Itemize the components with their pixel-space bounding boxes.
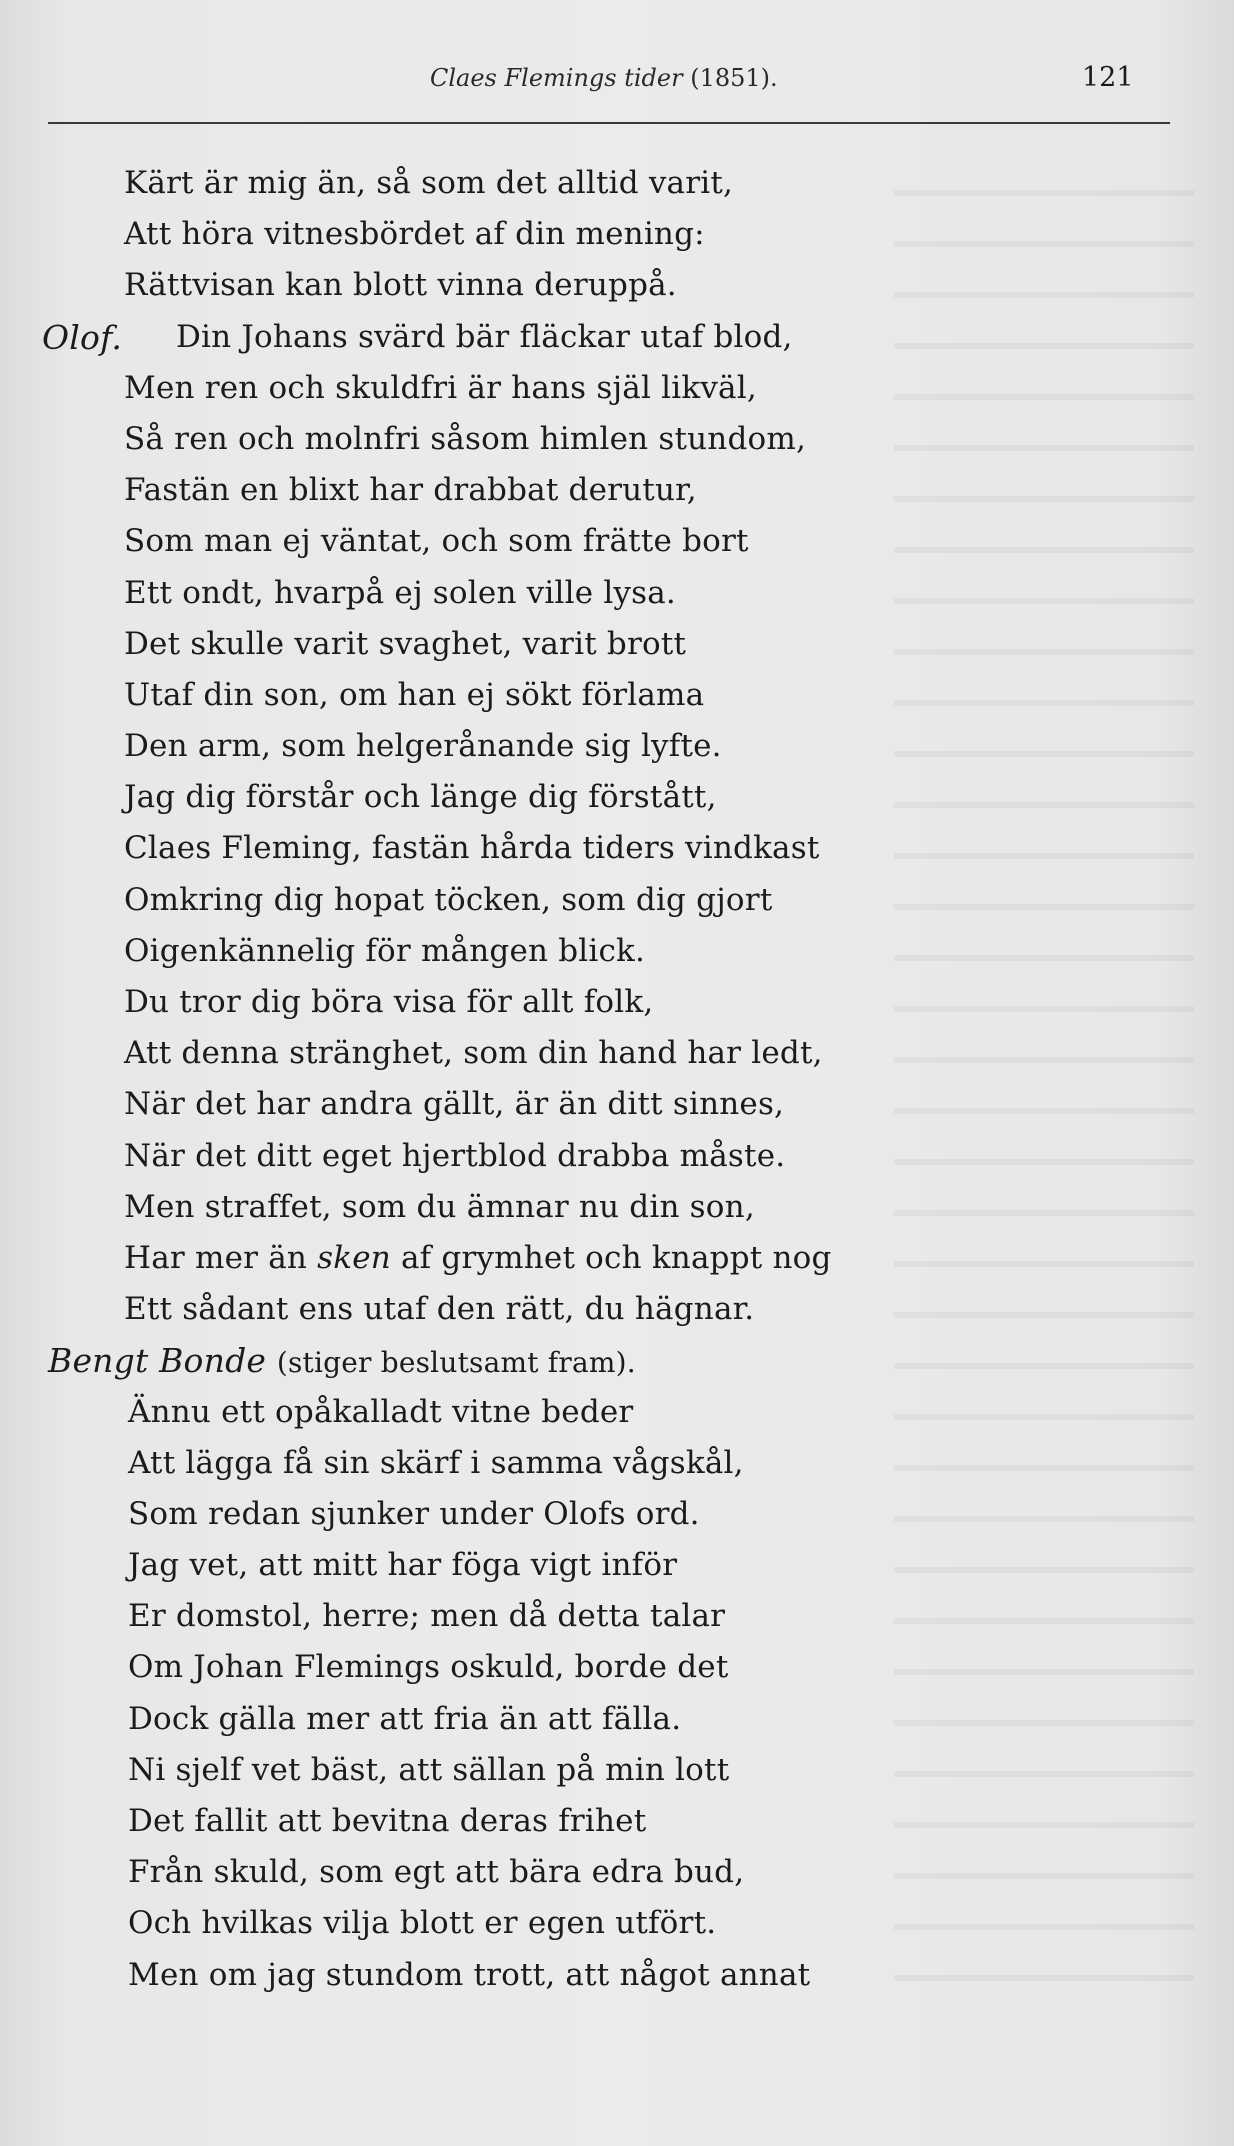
verse-line: Oigenkännelig för mången blick. [124,932,646,969]
verse-line: Fastän en blixt har drabbat derutur, [124,472,697,509]
verse-line: Om Johan Flemings oskuld, borde det [128,1649,729,1686]
verse-line: Omkring dig hopat töcken, som dig gjort [124,881,773,918]
page-header [0,60,1234,100]
verse-line: Utaf din son, om han ej sökt förlama [124,676,705,713]
verse-line: Har mer än sken af grymhet och knappt nog [124,1239,832,1276]
verse-line: Från skuld, som egt att bära edra bud, [128,1854,745,1891]
verse-line: Och hvilkas vilja blott er egen utfört. [128,1905,717,1942]
verse-line: Dock gälla mer att fria än att fälla. [128,1700,682,1737]
verse-line: Det fallit att bevitna deras frihet [128,1803,647,1839]
verse-line: Men straffet, som du ämnar nu din son, [124,1188,755,1225]
speaker-name: Bengt Bonde (stiger beslutsamt fram). [48,1341,636,1381]
verse-line: När det ditt eget hjertblod drabba måste. [124,1137,786,1174]
verse-line: Men om jag stundom trott, att något annat [128,1956,811,1993]
verse-line: Jag vet, att mitt har föga vigt inför [128,1547,678,1584]
verse-line: Kärt är mig än, så som det alltid varit, [124,165,734,201]
verse-line: Att denna stränghet, som din hand har ledt, [124,1035,823,1072]
verse-line: Ännu ett opåkalladt vitne beder [128,1393,634,1430]
verse-line: Som man ej väntat, och som frätte bort [124,523,749,560]
speaker-name: Olof. [42,317,123,357]
verse-line: Olof. Din Johans svärd bär fläckar utaf blod, [0,312,1234,363]
verse-line: Ni sjelf vet bäst, att sällan på min lott [128,1751,730,1788]
verse-line: Så ren och molnfri såsom himlen stundom, [124,420,807,457]
verse-line: Att höra vitnesbördet af din mening: [124,216,705,253]
page-number: 121 [1082,62,1134,93]
verse-line: Er domstol, herre; men då detta talar [128,1598,726,1635]
verse-line: Du tror dig böra visa för allt folk, [124,984,654,1020]
verse-line: Ett ondt, hvarpå ej solen ville lysa. [124,574,676,611]
verse-line: Rättvisan kan blott vinna deruppå. [124,267,677,304]
verse-text [0,158,1234,2001]
stage-direction: (stiger beslutsamt fram). [276,1346,636,1380]
verse-line: Den arm, som helgerånande sig lyfte. [124,728,722,765]
verse-line: Som redan sjunker under Olofs ord. [128,1495,700,1532]
verse-line: Claes Fleming, fastän hårda tiders vindkast [124,830,820,867]
verse-line: Ett sådant ens utaf den rätt, du hägnar. [124,1291,755,1328]
verse-line: Att lägga få sin skärf i samma vågskål, [128,1444,744,1481]
verse-line: Det skulle varit svaghet, varit brott [124,625,687,662]
emphasized-word: sken [317,1239,391,1276]
verse-line: När det har andra gällt, är än ditt sinnes, [124,1086,785,1123]
verse-line: Jag dig förstår och länge dig förstått, [124,779,717,816]
header-rule [48,122,1170,124]
running-title: Claes Flemings tider (1851). [430,64,778,92]
verse-line: Men ren och skuldfri är hans själ likväl, [124,369,757,406]
verse-line [0,1335,1234,1386]
